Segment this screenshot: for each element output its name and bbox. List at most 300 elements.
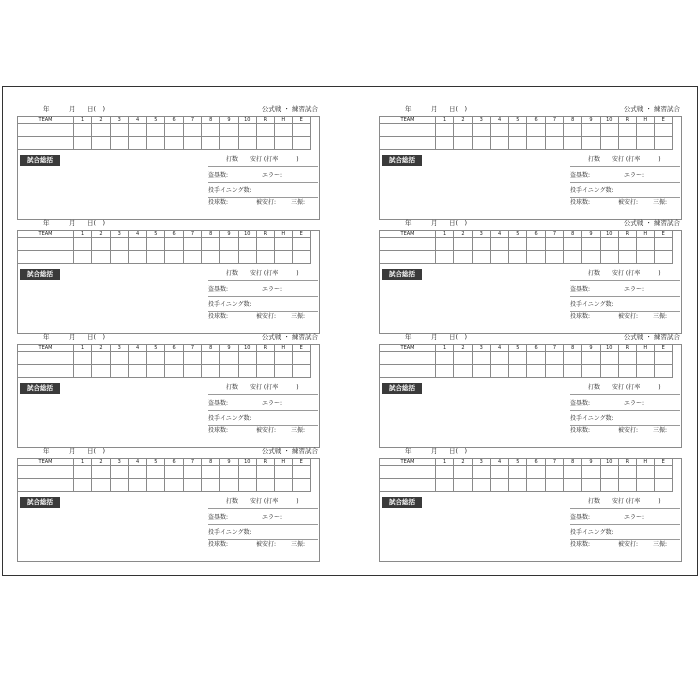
- game-type-label: 公式戦 ・ 練習試合: [623, 105, 680, 113]
- total-cell[interactable]: [636, 365, 654, 378]
- inning-score-cell[interactable]: [600, 251, 618, 264]
- inning-score-cell[interactable]: [582, 124, 600, 137]
- inning-score-cell[interactable]: [582, 238, 600, 251]
- pitches-label: 投球数:: [208, 199, 229, 206]
- inning-score-cell[interactable]: [509, 238, 527, 251]
- inning-score-cell[interactable]: [183, 479, 201, 492]
- inning-score-cell[interactable]: [183, 251, 201, 264]
- inning-score-cell[interactable]: [202, 251, 220, 264]
- inning-header: 1: [436, 345, 454, 352]
- inning-score-cell[interactable]: [545, 352, 563, 365]
- inning-score-cell[interactable]: [74, 466, 92, 479]
- total-cell[interactable]: [274, 238, 292, 251]
- team-header: TEAM: [18, 459, 74, 466]
- inning-score-cell[interactable]: [165, 466, 183, 479]
- inning-score-cell[interactable]: [509, 352, 527, 365]
- inning-score-cell[interactable]: [509, 365, 527, 378]
- inning-score-cell[interactable]: [147, 238, 165, 251]
- team-name-cell[interactable]: [18, 238, 74, 251]
- inning-score-cell[interactable]: [147, 137, 165, 150]
- inning-score-cell[interactable]: [165, 251, 183, 264]
- inning-score-cell[interactable]: [472, 251, 490, 264]
- total-cell[interactable]: [256, 137, 274, 150]
- scoreboard-table: [379, 458, 673, 492]
- inning-header: 8: [202, 231, 220, 238]
- inning-score-cell[interactable]: [600, 365, 618, 378]
- date-year-label: 年: [43, 447, 50, 455]
- inning-score-cell[interactable]: [110, 124, 128, 137]
- scoreboard-header-row: [380, 345, 673, 352]
- hits-average-label: 安打 (打率 ): [250, 384, 299, 391]
- score-card: [379, 105, 684, 218]
- inning-score-cell[interactable]: [509, 137, 527, 150]
- inning-score-cell[interactable]: [220, 251, 238, 264]
- inning-score-cell[interactable]: [454, 479, 472, 492]
- inning-score-cell[interactable]: [490, 137, 508, 150]
- inning-score-cell[interactable]: [220, 479, 238, 492]
- total-cell[interactable]: [636, 137, 654, 150]
- scoreboard-table: [379, 230, 673, 264]
- team-name-cell[interactable]: [380, 238, 436, 251]
- total-cell[interactable]: [274, 137, 292, 150]
- inning-score-cell[interactable]: [147, 466, 165, 479]
- total-cell[interactable]: [256, 466, 274, 479]
- total-cell[interactable]: [618, 352, 636, 365]
- inning-score-cell[interactable]: [92, 251, 110, 264]
- inning-score-cell[interactable]: [202, 238, 220, 251]
- inning-score-cell[interactable]: [74, 479, 92, 492]
- inning-score-cell[interactable]: [147, 365, 165, 378]
- inning-score-cell[interactable]: [238, 251, 256, 264]
- inning-score-cell[interactable]: [238, 479, 256, 492]
- total-cell[interactable]: [274, 352, 292, 365]
- inning-score-cell[interactable]: [545, 251, 563, 264]
- inning-score-cell[interactable]: [472, 137, 490, 150]
- total-cell[interactable]: [618, 365, 636, 378]
- inning-score-cell[interactable]: [238, 137, 256, 150]
- inning-score-cell[interactable]: [165, 124, 183, 137]
- inning-score-cell[interactable]: [472, 352, 490, 365]
- inning-score-cell[interactable]: [92, 479, 110, 492]
- inning-score-cell[interactable]: [183, 466, 201, 479]
- inning-score-cell[interactable]: [238, 466, 256, 479]
- inning-score-cell[interactable]: [110, 137, 128, 150]
- inning-score-cell[interactable]: [436, 365, 454, 378]
- total-cell[interactable]: [292, 365, 310, 378]
- card-header: [17, 105, 322, 114]
- total-header: H: [636, 117, 654, 124]
- total-cell[interactable]: [292, 352, 310, 365]
- inning-score-cell[interactable]: [582, 479, 600, 492]
- inning-score-cell[interactable]: [238, 365, 256, 378]
- errors-label: エラー:: [624, 286, 645, 293]
- inning-score-cell[interactable]: [454, 137, 472, 150]
- inning-score-cell[interactable]: [202, 124, 220, 137]
- inning-header: 2: [92, 117, 110, 124]
- inning-score-cell[interactable]: [220, 365, 238, 378]
- inning-score-cell[interactable]: [454, 365, 472, 378]
- total-cell[interactable]: [292, 238, 310, 251]
- inning-score-cell[interactable]: [600, 124, 618, 137]
- inning-header: 4: [128, 231, 146, 238]
- inning-score-cell[interactable]: [436, 137, 454, 150]
- date-month-label: 月: [69, 333, 76, 341]
- inning-score-cell[interactable]: [600, 238, 618, 251]
- inning-score-cell[interactable]: [490, 479, 508, 492]
- strikeouts-label: 三振:: [653, 313, 668, 320]
- inning-score-cell[interactable]: [165, 365, 183, 378]
- total-cell[interactable]: [654, 466, 672, 479]
- total-header: R: [256, 231, 274, 238]
- inning-header: 3: [472, 117, 490, 124]
- hits-allowed-label: 被安打:: [618, 427, 639, 434]
- inning-score-cell[interactable]: [600, 479, 618, 492]
- inning-score-cell[interactable]: [220, 238, 238, 251]
- total-cell[interactable]: [636, 479, 654, 492]
- steals-label: 盗塁数:: [570, 400, 591, 407]
- total-cell[interactable]: [292, 124, 310, 137]
- inning-score-cell[interactable]: [436, 238, 454, 251]
- inning-score-cell[interactable]: [147, 251, 165, 264]
- total-cell[interactable]: [654, 251, 672, 264]
- inning-score-cell[interactable]: [202, 137, 220, 150]
- inning-score-cell[interactable]: [454, 251, 472, 264]
- inning-score-cell[interactable]: [490, 124, 508, 137]
- inning-header: 10: [600, 117, 618, 124]
- inning-score-cell[interactable]: [527, 251, 545, 264]
- steals-label: 盗塁数:: [570, 514, 591, 521]
- inning-score-cell[interactable]: [238, 238, 256, 251]
- inning-score-cell[interactable]: [202, 479, 220, 492]
- card-frame: [17, 458, 320, 562]
- inning-score-cell[interactable]: [202, 466, 220, 479]
- inning-header: 5: [509, 117, 527, 124]
- inning-score-cell[interactable]: [564, 251, 582, 264]
- total-cell[interactable]: [654, 352, 672, 365]
- card-frame: [379, 458, 682, 562]
- inning-score-cell[interactable]: [165, 479, 183, 492]
- inning-score-cell[interactable]: [564, 466, 582, 479]
- inning-score-cell[interactable]: [128, 251, 146, 264]
- inning-score-cell[interactable]: [202, 352, 220, 365]
- inning-score-cell[interactable]: [220, 137, 238, 150]
- inning-score-cell[interactable]: [165, 352, 183, 365]
- total-cell[interactable]: [274, 124, 292, 137]
- inning-score-cell[interactable]: [436, 352, 454, 365]
- inning-header: 2: [92, 459, 110, 466]
- inning-score-cell[interactable]: [74, 124, 92, 137]
- inning-score-cell[interactable]: [220, 124, 238, 137]
- inning-score-cell[interactable]: [490, 365, 508, 378]
- team-name-cell[interactable]: [380, 124, 436, 137]
- total-cell[interactable]: [618, 251, 636, 264]
- inning-score-cell[interactable]: [128, 238, 146, 251]
- inning-score-cell[interactable]: [545, 238, 563, 251]
- inning-score-cell[interactable]: [564, 124, 582, 137]
- date-day-label: 日( ): [449, 447, 468, 455]
- inning-header: 9: [582, 345, 600, 352]
- total-cell[interactable]: [636, 466, 654, 479]
- inning-score-cell[interactable]: [74, 251, 92, 264]
- team-name-cell[interactable]: [380, 479, 436, 492]
- inning-score-cell[interactable]: [527, 124, 545, 137]
- inning-header: 2: [454, 459, 472, 466]
- date-year-label: 年: [43, 219, 50, 227]
- inning-score-cell[interactable]: [436, 466, 454, 479]
- inning-score-cell[interactable]: [545, 124, 563, 137]
- inning-score-cell[interactable]: [436, 251, 454, 264]
- inning-score-cell[interactable]: [183, 124, 201, 137]
- inning-score-cell[interactable]: [490, 251, 508, 264]
- total-cell[interactable]: [292, 137, 310, 150]
- summary-label: 試合総括: [382, 155, 422, 166]
- total-header: H: [636, 459, 654, 466]
- total-cell[interactable]: [654, 479, 672, 492]
- inning-score-cell[interactable]: [600, 352, 618, 365]
- team-name-cell[interactable]: [380, 137, 436, 150]
- summary-label: 試合総括: [20, 383, 60, 394]
- inning-score-cell[interactable]: [490, 238, 508, 251]
- score-card: [17, 447, 322, 560]
- team-name-cell[interactable]: [18, 479, 74, 492]
- inning-header: 9: [582, 459, 600, 466]
- inning-header: 4: [490, 459, 508, 466]
- errors-label: エラー:: [624, 514, 645, 521]
- inning-score-cell[interactable]: [582, 352, 600, 365]
- team-name-cell[interactable]: [380, 251, 436, 264]
- total-cell[interactable]: [636, 352, 654, 365]
- date-day-label: 日( ): [87, 219, 106, 227]
- inning-score-cell[interactable]: [110, 352, 128, 365]
- inning-score-cell[interactable]: [128, 365, 146, 378]
- inning-score-cell[interactable]: [564, 137, 582, 150]
- total-cell[interactable]: [256, 124, 274, 137]
- pitcher-innings-underline: [208, 539, 318, 540]
- at-bats-label: 打数: [588, 270, 601, 277]
- inning-score-cell[interactable]: [545, 479, 563, 492]
- team-name-cell[interactable]: [18, 251, 74, 264]
- inning-score-cell[interactable]: [110, 466, 128, 479]
- inning-score-cell[interactable]: [509, 479, 527, 492]
- pitcher-innings-underline: [570, 197, 680, 198]
- inning-score-cell[interactable]: [600, 137, 618, 150]
- total-cell[interactable]: [256, 251, 274, 264]
- inning-score-cell[interactable]: [147, 479, 165, 492]
- inning-score-cell[interactable]: [183, 238, 201, 251]
- inning-score-cell[interactable]: [454, 466, 472, 479]
- at-bats-label: 打数: [588, 384, 601, 391]
- inning-score-cell[interactable]: [454, 352, 472, 365]
- total-cell[interactable]: [618, 137, 636, 150]
- inning-score-cell[interactable]: [128, 479, 146, 492]
- inning-score-cell[interactable]: [582, 251, 600, 264]
- inning-score-cell[interactable]: [454, 238, 472, 251]
- inning-header: 10: [238, 459, 256, 466]
- total-cell[interactable]: [654, 238, 672, 251]
- inning-score-cell[interactable]: [147, 352, 165, 365]
- inning-score-cell[interactable]: [582, 365, 600, 378]
- inning-score-cell[interactable]: [527, 137, 545, 150]
- inning-header: 6: [165, 231, 183, 238]
- total-cell[interactable]: [654, 124, 672, 137]
- total-header: R: [256, 345, 274, 352]
- inning-score-cell[interactable]: [74, 137, 92, 150]
- pitcher-innings-label: 投手イニング数:: [208, 529, 252, 536]
- inning-score-cell[interactable]: [165, 238, 183, 251]
- at-bats-label: 打数: [226, 384, 239, 391]
- total-cell[interactable]: [274, 466, 292, 479]
- inning-score-cell[interactable]: [92, 124, 110, 137]
- pitcher-innings-label: 投手イニング数:: [208, 187, 252, 194]
- inning-score-cell[interactable]: [92, 238, 110, 251]
- total-cell[interactable]: [618, 124, 636, 137]
- inning-score-cell[interactable]: [472, 466, 490, 479]
- inning-score-cell[interactable]: [600, 466, 618, 479]
- inning-score-cell[interactable]: [545, 137, 563, 150]
- inning-score-cell[interactable]: [74, 365, 92, 378]
- inning-score-cell[interactable]: [472, 238, 490, 251]
- inning-header: 8: [564, 459, 582, 466]
- team-row: [380, 137, 673, 150]
- inning-score-cell[interactable]: [527, 365, 545, 378]
- scoreboard-header-row: [18, 231, 311, 238]
- errors-label: エラー:: [624, 400, 645, 407]
- inning-header: 1: [74, 459, 92, 466]
- inning-score-cell[interactable]: [472, 479, 490, 492]
- inning-score-cell[interactable]: [128, 124, 146, 137]
- team-name-cell[interactable]: [18, 365, 74, 378]
- inning-score-cell[interactable]: [527, 238, 545, 251]
- total-cell[interactable]: [292, 466, 310, 479]
- total-cell[interactable]: [618, 238, 636, 251]
- inning-score-cell[interactable]: [564, 238, 582, 251]
- inning-score-cell[interactable]: [202, 365, 220, 378]
- scoreboard-header-row: [380, 117, 673, 124]
- inning-score-cell[interactable]: [472, 365, 490, 378]
- inning-header: 6: [527, 345, 545, 352]
- inning-header: 2: [454, 345, 472, 352]
- inning-score-cell[interactable]: [564, 479, 582, 492]
- steals-underline: [570, 182, 680, 183]
- inning-score-cell[interactable]: [92, 352, 110, 365]
- total-cell[interactable]: [292, 251, 310, 264]
- team-name-cell[interactable]: [18, 466, 74, 479]
- total-cell[interactable]: [636, 238, 654, 251]
- steals-underline: [208, 524, 318, 525]
- inning-score-cell[interactable]: [110, 365, 128, 378]
- date-day-label: 日( ): [87, 105, 106, 113]
- total-cell[interactable]: [636, 124, 654, 137]
- inning-score-cell[interactable]: [183, 137, 201, 150]
- date-year-label: 年: [405, 447, 412, 455]
- total-cell[interactable]: [654, 365, 672, 378]
- total-cell[interactable]: [256, 238, 274, 251]
- inning-score-cell[interactable]: [110, 479, 128, 492]
- total-cell[interactable]: [274, 479, 292, 492]
- inning-score-cell[interactable]: [92, 137, 110, 150]
- inning-score-cell[interactable]: [238, 352, 256, 365]
- hits-allowed-label: 被安打:: [256, 199, 277, 206]
- inning-score-cell[interactable]: [183, 365, 201, 378]
- inning-score-cell[interactable]: [582, 466, 600, 479]
- inning-header: 9: [220, 117, 238, 124]
- inning-header: 10: [600, 231, 618, 238]
- total-cell[interactable]: [618, 466, 636, 479]
- total-cell[interactable]: [292, 479, 310, 492]
- team-name-cell[interactable]: [380, 466, 436, 479]
- inning-score-cell[interactable]: [110, 251, 128, 264]
- score-card: [17, 219, 322, 332]
- inning-score-cell[interactable]: [74, 352, 92, 365]
- inning-score-cell[interactable]: [436, 124, 454, 137]
- total-cell[interactable]: [618, 479, 636, 492]
- team-name-cell[interactable]: [380, 352, 436, 365]
- inning-score-cell[interactable]: [74, 238, 92, 251]
- inning-score-cell[interactable]: [92, 365, 110, 378]
- inning-score-cell[interactable]: [490, 466, 508, 479]
- team-name-cell[interactable]: [18, 124, 74, 137]
- inning-score-cell[interactable]: [128, 352, 146, 365]
- total-cell[interactable]: [274, 251, 292, 264]
- inning-score-cell[interactable]: [183, 352, 201, 365]
- inning-score-cell[interactable]: [220, 352, 238, 365]
- inning-score-cell[interactable]: [564, 365, 582, 378]
- inning-score-cell[interactable]: [509, 124, 527, 137]
- inning-score-cell[interactable]: [128, 466, 146, 479]
- pitches-label: 投球数:: [570, 541, 591, 548]
- inning-header: 1: [436, 459, 454, 466]
- inning-score-cell[interactable]: [509, 466, 527, 479]
- inning-score-cell[interactable]: [527, 466, 545, 479]
- team-name-cell[interactable]: [380, 365, 436, 378]
- total-cell[interactable]: [654, 137, 672, 150]
- inning-header: 10: [600, 459, 618, 466]
- total-cell[interactable]: [256, 479, 274, 492]
- inning-score-cell[interactable]: [110, 238, 128, 251]
- inning-score-cell[interactable]: [147, 124, 165, 137]
- inning-header: 1: [74, 345, 92, 352]
- card-frame: [17, 344, 320, 448]
- total-cell[interactable]: [636, 251, 654, 264]
- card-header: [379, 447, 684, 456]
- inning-score-cell[interactable]: [490, 352, 508, 365]
- strikeouts-label: 三振:: [291, 541, 306, 548]
- inning-score-cell[interactable]: [472, 124, 490, 137]
- total-cell[interactable]: [256, 365, 274, 378]
- inning-score-cell[interactable]: [165, 137, 183, 150]
- inning-score-cell[interactable]: [527, 479, 545, 492]
- inning-score-cell[interactable]: [454, 124, 472, 137]
- inning-score-cell[interactable]: [509, 251, 527, 264]
- inning-score-cell[interactable]: [436, 479, 454, 492]
- total-cell[interactable]: [274, 365, 292, 378]
- inning-score-cell[interactable]: [564, 352, 582, 365]
- total-cell[interactable]: [256, 352, 274, 365]
- inning-score-cell[interactable]: [238, 124, 256, 137]
- inning-score-cell[interactable]: [527, 352, 545, 365]
- inning-score-cell[interactable]: [545, 466, 563, 479]
- inning-score-cell[interactable]: [545, 365, 563, 378]
- inning-score-cell[interactable]: [128, 137, 146, 150]
- steals-label: 盗塁数:: [570, 172, 591, 179]
- team-header: TEAM: [380, 459, 436, 466]
- team-name-cell[interactable]: [18, 352, 74, 365]
- inning-score-cell[interactable]: [582, 137, 600, 150]
- date-day-label: 日( ): [87, 447, 106, 455]
- inning-score-cell[interactable]: [92, 466, 110, 479]
- inning-score-cell[interactable]: [220, 466, 238, 479]
- team-name-cell[interactable]: [18, 137, 74, 150]
